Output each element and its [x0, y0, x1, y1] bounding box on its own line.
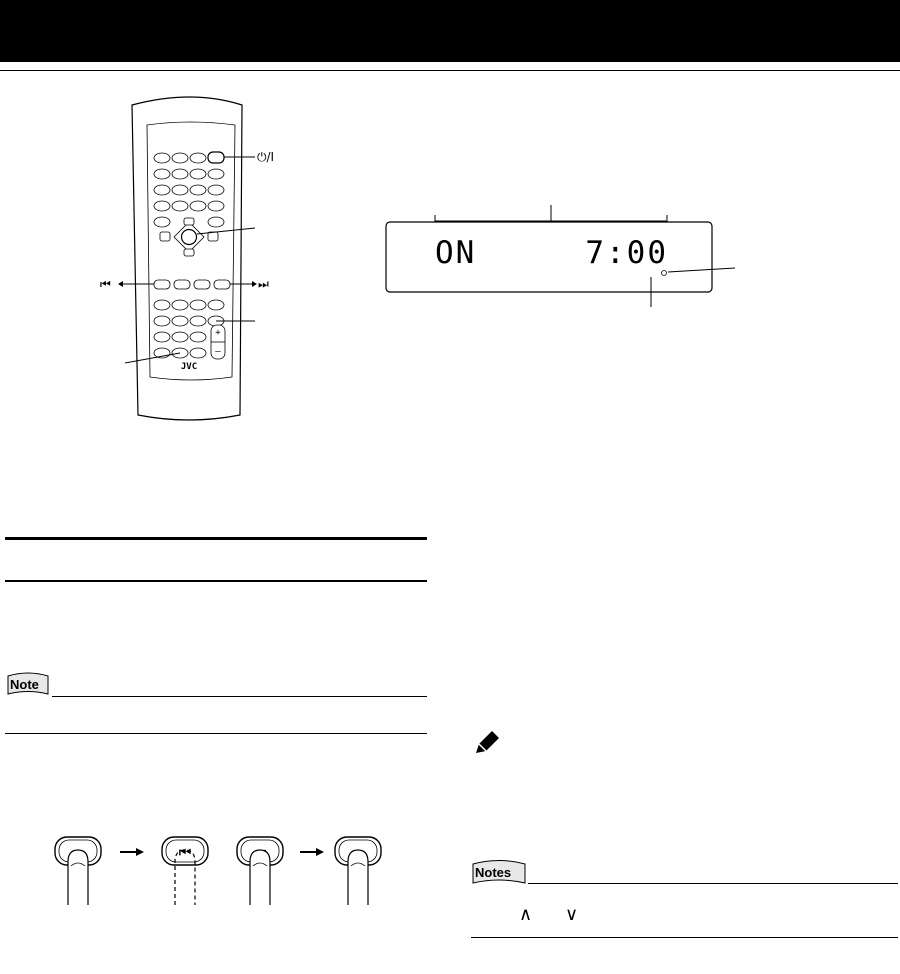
prev-button [154, 280, 170, 289]
stop-button [194, 280, 210, 289]
remote-button [172, 300, 188, 310]
remote-button [154, 185, 170, 195]
display-right-text: 7:00 [585, 235, 668, 271]
remote-button [208, 300, 224, 310]
remote-control-illustration [90, 95, 290, 425]
remote-button [172, 153, 188, 163]
finger-3 [250, 850, 270, 905]
remote-button [190, 169, 206, 179]
remote-button [208, 217, 224, 227]
display-left-text: ON [435, 235, 477, 271]
power-label: ⏻/I [257, 150, 275, 164]
remote-button [154, 217, 170, 227]
remote-button [172, 332, 188, 342]
remote-button [154, 300, 170, 310]
down-symbol: ∨ [565, 904, 579, 924]
note-end-rule [5, 733, 427, 734]
remote-button [190, 153, 206, 163]
finger-1 [68, 850, 88, 905]
dpad-right-button [208, 232, 218, 241]
power-button [208, 152, 224, 163]
up-symbol: ∧ [519, 904, 533, 924]
prev-key-glyph: ⏮ [178, 845, 192, 861]
remote-button [190, 300, 206, 310]
notes-rule [528, 883, 898, 884]
remote-button [172, 201, 188, 211]
section-sub-rule [5, 580, 427, 582]
remote-button [208, 185, 224, 195]
remote-button [208, 201, 224, 211]
remote-button [154, 169, 170, 179]
remote-button [208, 169, 224, 179]
next-label: ⏭ [258, 277, 269, 291]
remote-button [154, 201, 170, 211]
notes-end-rule [471, 937, 898, 938]
header-bar [0, 0, 900, 62]
dpad-center-button [182, 230, 197, 245]
remote-button [154, 153, 170, 163]
remote-button [172, 185, 188, 195]
prev-label: ⏮ [100, 277, 111, 291]
note-badge [6, 672, 50, 696]
remote-button [190, 316, 206, 326]
display-panel-illustration [380, 195, 740, 310]
dpad-left-button [160, 232, 170, 241]
remote-button [190, 348, 206, 358]
dpad-up-button [184, 218, 194, 225]
next-button [214, 280, 230, 289]
play-pause-button [174, 280, 190, 289]
notes-badge-label: Notes [475, 865, 512, 880]
remote-button [154, 332, 170, 342]
remote-button [190, 332, 206, 342]
remote-button [172, 169, 188, 179]
dpad-down-button [184, 249, 194, 256]
note-rule [52, 696, 427, 697]
remote-button [190, 201, 206, 211]
volume-plus-label: + [215, 328, 221, 338]
finger-4 [348, 850, 368, 905]
notes-badge [471, 859, 527, 885]
header-rule [0, 70, 900, 71]
brand-label: JVC [180, 362, 198, 372]
remote-button [154, 316, 170, 326]
pencil-icon [473, 728, 503, 758]
remote-button [190, 185, 206, 195]
button-press-sequence [40, 830, 400, 910]
note-badge-label: Note [10, 677, 39, 692]
remote-button [172, 316, 188, 326]
section-heading-rule [5, 537, 427, 540]
volume-minus-label: – [215, 347, 221, 357]
